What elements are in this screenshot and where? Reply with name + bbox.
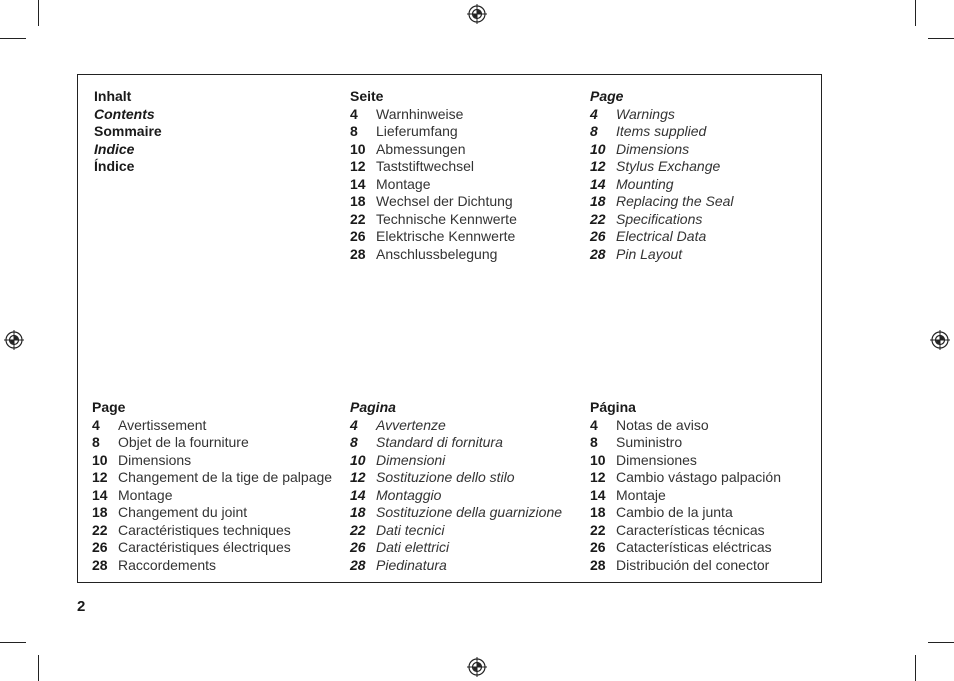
registration-mark-icon (4, 330, 24, 350)
toc-entry[interactable] (350, 228, 517, 246)
toc-entry-title: Avertissement (118, 416, 207, 433)
crop-mark (928, 38, 954, 39)
toc-section-italian (350, 399, 562, 574)
toc-page-number: 26 (350, 228, 366, 244)
toc-page-number: 14 (350, 486, 366, 503)
toc-entry[interactable] (590, 452, 781, 470)
toc-entry[interactable] (350, 123, 517, 141)
toc-page-number: 4 (590, 416, 598, 433)
toc-entry[interactable] (590, 469, 781, 487)
toc-entry-title: Raccordements (118, 556, 217, 573)
language-label: Indice (94, 140, 135, 157)
language-label: Contents (94, 105, 155, 122)
toc-page-number: 18 (590, 504, 606, 520)
language-list (94, 88, 162, 176)
registration-mark-icon (467, 4, 487, 24)
toc-page-number: 14 (350, 175, 366, 192)
toc-entry-title: Pin Layout (616, 245, 683, 262)
toc-page-number: 26 (590, 228, 606, 244)
toc-entry-title: Catacterísticas eléctricas (616, 539, 772, 555)
toc-entry[interactable] (590, 487, 781, 505)
toc-page-number: 8 (590, 123, 598, 139)
toc-entry[interactable] (590, 504, 781, 522)
toc-entry-title: Lieferumfang (376, 123, 458, 139)
toc-page-number: 14 (590, 175, 606, 192)
toc-entry[interactable] (92, 417, 332, 435)
toc-page-number: 22 (590, 210, 606, 227)
toc-entry-title: Items supplied (616, 123, 707, 139)
page-number: 2 (77, 598, 86, 615)
crop-mark (38, 655, 39, 681)
toc-entry-title: Stylus Exchange (616, 158, 721, 174)
toc-page-number: 4 (590, 105, 598, 122)
toc-entry[interactable] (590, 434, 781, 452)
toc-entry-title: Mounting (616, 175, 674, 192)
section-heading: Page (92, 399, 126, 415)
toc-entry[interactable] (590, 246, 734, 264)
toc-entry-title: Notas de aviso (616, 416, 709, 433)
language-label: Inhalt (94, 88, 132, 104)
toc-entry-title: Elektrische Kennwerte (376, 228, 516, 244)
toc-page-number: 26 (590, 539, 606, 555)
toc-entry-title: Cambio vástago palpación (616, 469, 781, 485)
toc-entry[interactable] (590, 211, 734, 229)
section-heading: Page (590, 88, 624, 104)
toc-entry-title: Technische Kennwerte (376, 210, 517, 227)
toc-entry[interactable] (350, 469, 562, 487)
toc-section-german (350, 88, 517, 263)
toc-page-number: 12 (590, 469, 606, 485)
toc-page-number: 12 (350, 469, 366, 485)
toc-page-number: 10 (350, 451, 366, 468)
toc-entry[interactable] (590, 539, 781, 557)
toc-page-number: 28 (350, 556, 366, 573)
toc-entry[interactable] (350, 487, 562, 505)
toc-page-number: 10 (590, 451, 606, 468)
toc-entry-title: Replacing the Seal (616, 193, 734, 209)
toc-entry[interactable] (590, 193, 734, 211)
toc-entry-title: Piedinatura (376, 556, 447, 573)
registration-mark-icon (930, 330, 950, 350)
toc-entry-title: Changement de la tige de palpage (118, 469, 333, 485)
toc-entry-title: Cambio de la junta (616, 504, 733, 520)
toc-entry-title: Caractéristiques techniques (118, 521, 291, 538)
toc-page-number: 18 (350, 193, 366, 209)
toc-entry[interactable] (590, 522, 781, 540)
toc-entry-title: Dimensiones (616, 451, 697, 468)
toc-page-number: 26 (92, 539, 108, 555)
toc-entry-title: Taststiftwechsel (376, 158, 475, 174)
toc-entry[interactable] (350, 434, 562, 452)
toc-entry-title: Montaggio (376, 486, 442, 503)
toc-page-number: 22 (590, 521, 606, 538)
toc-page-number: 18 (590, 193, 606, 209)
toc-page-number: 10 (350, 140, 366, 157)
registration-mark-icon (467, 657, 487, 677)
toc-page-number: 12 (590, 158, 606, 174)
toc-entry[interactable] (350, 176, 517, 194)
toc-entry[interactable] (590, 176, 734, 194)
language-label: Sommaire (94, 123, 162, 139)
section-heading: Seite (350, 88, 384, 104)
toc-entry-title: Dati elettrici (376, 539, 450, 555)
toc-entry-title: Caractéristiques électriques (118, 539, 291, 555)
toc-entry-title: Sostituzione dello stilo (376, 469, 515, 485)
toc-entry-title: Montage (118, 486, 173, 503)
toc-entry[interactable] (350, 193, 517, 211)
toc-entry[interactable] (350, 522, 562, 540)
toc-page-number: 10 (92, 451, 108, 468)
toc-section-english (590, 88, 734, 263)
toc-entry[interactable] (92, 469, 332, 487)
toc-entry-title: Specifications (616, 210, 703, 227)
toc-entry-title: Avvertenze (376, 416, 446, 433)
toc-entry-title: Objet de la fourniture (118, 434, 249, 450)
toc-entry[interactable] (350, 557, 562, 575)
toc-entry[interactable] (92, 539, 332, 557)
toc-section-spanish (590, 399, 781, 574)
toc-entry[interactable] (92, 522, 332, 540)
toc-entry[interactable] (350, 417, 562, 435)
toc-entry-title: Anschlussbelegung (376, 245, 498, 262)
toc-entry-title: Montage (376, 175, 431, 192)
toc-entry[interactable] (92, 452, 332, 470)
toc-entry-title: Dimensions (118, 451, 192, 468)
toc-page-number: 18 (92, 504, 108, 520)
toc-entry[interactable] (590, 106, 734, 124)
toc-entry-title: Warnhinweise (376, 105, 464, 122)
crop-mark (928, 642, 954, 643)
toc-entry[interactable] (350, 452, 562, 470)
language-label: Índice (94, 158, 135, 174)
toc-entry[interactable] (350, 504, 562, 522)
toc-entry[interactable] (590, 417, 781, 435)
toc-page-number: 8 (350, 123, 358, 139)
toc-entry-title: Wechsel der Dichtung (376, 193, 513, 209)
toc-page-number: 28 (92, 556, 108, 573)
toc-page-number: 8 (590, 434, 598, 450)
toc-entry-title: Warnings (616, 105, 675, 122)
toc-page-number: 28 (350, 245, 366, 262)
toc-page-number: 26 (350, 539, 366, 555)
toc-entry-title: Abmessungen (376, 140, 466, 157)
toc-entry[interactable] (350, 106, 517, 124)
toc-page-number: 14 (92, 486, 108, 503)
toc-entry-title: Changement du joint (118, 504, 248, 520)
toc-entry[interactable] (590, 141, 734, 159)
toc-entry[interactable] (350, 141, 517, 159)
toc-entry[interactable] (590, 557, 781, 575)
section-heading: Página (590, 399, 636, 415)
toc-page-number: 28 (590, 245, 606, 262)
crop-mark (915, 0, 916, 26)
toc-page-number: 14 (590, 486, 606, 503)
toc-entry[interactable] (590, 123, 734, 141)
toc-page-number: 8 (350, 434, 358, 450)
toc-entry-title: Dimensioni (376, 451, 446, 468)
toc-page-number: 22 (350, 210, 366, 227)
toc-page-number: 12 (92, 469, 108, 485)
toc-page-number: 4 (350, 105, 358, 122)
toc-page-number: 4 (92, 416, 100, 433)
toc-entry-title: Suministro (616, 434, 683, 450)
toc-entry-title: Distribución del conector (616, 556, 770, 573)
toc-entry[interactable] (350, 539, 562, 557)
toc-page-number: 22 (350, 521, 366, 538)
toc-entry[interactable] (590, 228, 734, 246)
toc-entry-title: Electrical Data (616, 228, 707, 244)
crop-mark (0, 642, 26, 643)
toc-entry-title: Dati tecnici (376, 521, 445, 538)
toc-page-number: 4 (350, 416, 358, 433)
toc-entry[interactable] (92, 434, 332, 452)
section-heading: Pagina (350, 399, 396, 415)
toc-entry-title: Características técnicas (616, 521, 765, 538)
crop-mark (38, 0, 39, 26)
toc-entry-title: Dimensions (616, 140, 690, 157)
toc-entry[interactable] (350, 211, 517, 229)
toc-entry-title: Standard di fornitura (376, 434, 503, 450)
toc-page-number: 12 (350, 158, 366, 174)
toc-entry[interactable] (92, 504, 332, 522)
toc-page-number: 18 (350, 504, 366, 520)
toc-page-number: 10 (590, 140, 606, 157)
toc-entry[interactable] (92, 487, 332, 505)
toc-page-number: 28 (590, 556, 606, 573)
toc-section-french (92, 399, 332, 574)
toc-entry[interactable] (590, 158, 734, 176)
toc-entry[interactable] (350, 158, 517, 176)
toc-entry[interactable] (92, 557, 332, 575)
crop-mark (915, 655, 916, 681)
toc-page-number: 22 (92, 521, 108, 538)
crop-mark (0, 38, 26, 39)
toc-entry[interactable] (350, 246, 517, 264)
toc-entry-title: Montaje (616, 486, 666, 503)
toc-entry-title: Sostituzione della guarnizione (376, 504, 563, 520)
toc-page-number: 8 (92, 434, 100, 450)
